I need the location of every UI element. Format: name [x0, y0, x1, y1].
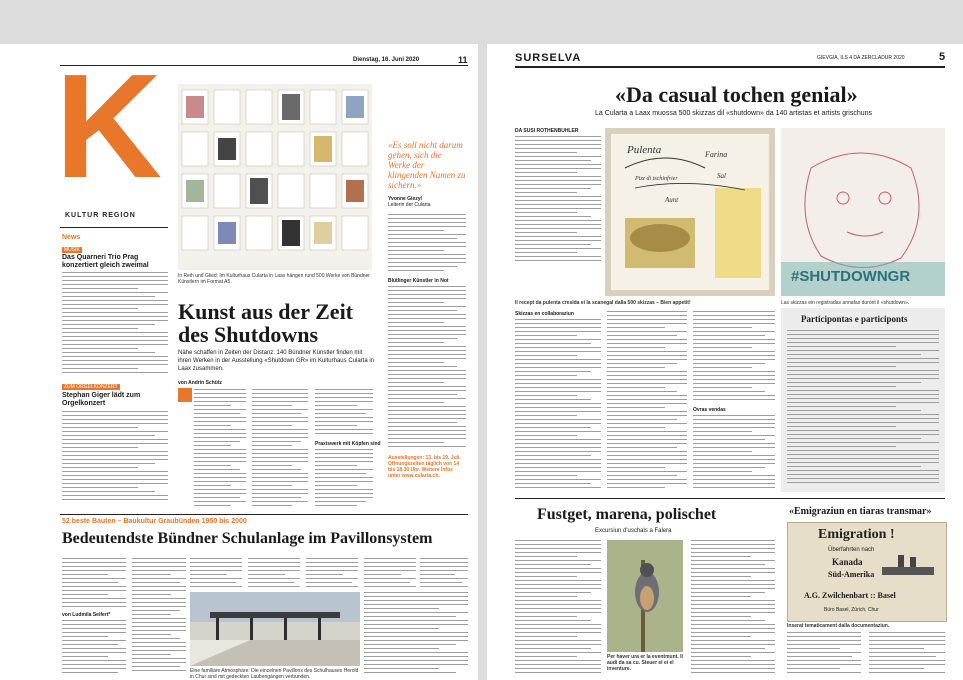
main-col-1 — [194, 389, 246, 509]
news2-title: Stephan Giger lädt zum Orgelkonzert — [62, 392, 141, 407]
quote-col-text — [388, 214, 466, 274]
right-body-1 — [515, 319, 601, 491]
right-page — [487, 44, 963, 680]
bird-photo — [607, 540, 683, 652]
main-headline: Kunst aus der Zeit des Shutdowns — [178, 299, 354, 347]
pull-quote: «Es soll nicht darum gehen, sich die Werke der klingenden Namen zu sichern.» — [388, 140, 466, 190]
left-page — [0, 44, 478, 680]
bottom-col-2 — [132, 558, 186, 676]
ship-icon — [878, 547, 938, 581]
right-page-number: 5 — [939, 51, 946, 63]
poster-caption: Inserat tematicament dalla documentaziun. — [787, 623, 890, 629]
poster-line-2: Kanada — [832, 557, 863, 567]
bottom-rule — [60, 514, 468, 515]
participants-title: Participontas e participonts — [801, 314, 908, 324]
bottom-col-6 — [364, 558, 416, 588]
drop-cap — [178, 388, 192, 402]
quote-col-text-2 — [388, 286, 466, 451]
quote-role: Leiterin der Cularta — [388, 202, 431, 208]
participants-list — [787, 330, 939, 488]
drawing-word-3: Pizz di tschinfrier — [635, 176, 678, 182]
bottom-col-3 — [190, 558, 242, 588]
poster-footer: Büro Basel, Zürich, Chur — [824, 607, 879, 613]
drawing-word-5: Aunt — [665, 196, 679, 204]
pavilion-caption: Eine familiäre Atmosphäre: Die einzelnen Pavillons des Schulhauses Herold in Chur sind mit gedeckten Laubengängen verbunden. — [190, 668, 359, 680]
story2-headline: Fustget, marena, polischet — [537, 506, 717, 523]
bottom-col-4 — [248, 558, 300, 588]
right-headline: «Da casual tochen genial» — [615, 82, 858, 107]
right-bottom-rule — [515, 498, 945, 499]
artwork-grid-svg — [178, 84, 372, 270]
news1-tag: MUSIK — [64, 247, 80, 253]
pavilion-svg — [190, 592, 360, 666]
face-caption: Las skizzas ein registradas annafas duront il «shutdown». — [781, 300, 910, 306]
story3-col-1 — [787, 632, 861, 676]
poster-line-3: Süd-Amerika — [828, 570, 875, 579]
story2-subhead: Excursiun d'uschals a Falera — [595, 528, 672, 534]
news2-tag: ZUM ORGELKONZERT — [64, 384, 118, 390]
left-page-number: 11 — [458, 55, 468, 65]
quote-author: Yvonne Giezyl — [388, 196, 422, 202]
right-sub1: Skizzas en collaboraziun — [515, 311, 574, 317]
right-body-3a — [693, 311, 775, 403]
drawing-word-1: Pulenta — [627, 144, 662, 156]
subhead-praxiswerk: Praxiswerk mit Köpfen sind — [315, 441, 381, 447]
story3-col-2 — [869, 632, 945, 676]
big-letter: K — [55, 44, 162, 209]
main-byline: von Andrin Schütz — [178, 380, 222, 386]
bird-caption: Per haver ura er la eventmunt. Il audi da sa cu. Steuer el ei el inventure. — [607, 654, 683, 672]
artwork-wall-photo — [178, 84, 372, 270]
main-col-3a — [315, 389, 373, 437]
polenta-caption: Il recept da pulenta cresida ei la scanegal dalla 500 skizzas – Bien appetit! — [515, 300, 691, 306]
news2-text — [62, 411, 168, 503]
hashtag: #SHUTDOWNGR — [791, 268, 911, 285]
story3-headline: «Emigraziun en tiaras transmar» — [789, 506, 932, 517]
participants-box — [781, 308, 945, 492]
right-lead — [515, 136, 601, 266]
news1-title: Das Quarneri Trio Prag konzertiert gleich zweimal — [62, 254, 149, 269]
face-drawing-photo — [781, 128, 945, 296]
right-byline: DA SUSI ROTHENBUHLER — [515, 128, 579, 134]
poster-company: A.G. Zwilchenbart :: Basel — [804, 591, 896, 600]
main-photo-caption: In Reih und Glied: Im Kulturhaus Cularta in Laax hängen rund 500 Werke von Bündner Künstlern im Format A5. — [178, 273, 370, 285]
right-subhead: La Cularta a Laax muossa 500 skizzas dil «shutdown» da 140 artistas et artists grischuns — [595, 110, 873, 117]
bottom-intro — [62, 558, 126, 610]
main-col-2 — [252, 389, 308, 509]
right-top-rule — [515, 66, 945, 68]
poster-title: Emigration ! — [818, 527, 895, 542]
right-date: GIEVGIA, ILS 4 DA ZERCLADUR 2020 — [817, 55, 905, 61]
poster-line-1: Überfahrten nach — [828, 547, 875, 553]
bird-svg — [607, 540, 683, 652]
bottom-kicker: 52 beste Bauten – Baukultur Graubünden 1950 bis 2000 — [62, 518, 247, 525]
main-col-3b — [315, 449, 373, 509]
section-label: KULTUR REGION — [65, 212, 136, 219]
bottom-col-1 — [62, 620, 126, 676]
left-date: Dienstag, 16. Juni 2020 — [353, 57, 420, 63]
emigration-poster — [787, 522, 947, 622]
polenta-drawing-photo — [605, 128, 775, 296]
section-rule — [60, 227, 168, 228]
right-body-3b — [693, 415, 775, 491]
info-box: Ausstellungen: 13. bis 19. Juli. Offnungszeiten täglich von 14 bis 18.30 Uhr. Weitere Infos unter www.cularta.ch. — [388, 455, 461, 479]
bottom-col-right — [364, 592, 468, 676]
main-lead: Nähe schaffen in Zeiten der Distanz: 140 Bündner Künstler finden mit ihren Werken in der Ausstellung «Shutdown GR» im Kulturhaus Cularta in Laax zusammen. — [178, 350, 374, 372]
bottom-col-5 — [306, 558, 358, 588]
story2-col-1 — [515, 540, 601, 676]
right-body-2 — [607, 311, 687, 491]
right-section: SURSELVA — [515, 52, 582, 64]
right-sub2: Ovras vendas — [693, 407, 726, 413]
story2-col-3 — [691, 540, 775, 676]
news1-text — [62, 272, 168, 377]
news-label: News — [62, 234, 81, 241]
bottom-headline: Bedeutendste Bündner Schulanlage im Pavillonsystem — [62, 530, 433, 547]
drawing-word-2: Farina — [705, 150, 728, 159]
bottom-col-7 — [420, 558, 468, 588]
pavilion-photo — [190, 592, 360, 666]
drawing-word-4: Sal — [717, 172, 726, 180]
bottom-byline: von Ludmila Seifert* — [62, 612, 111, 618]
subhead-kuenstler: Blütlinger Künstler in Not — [388, 278, 449, 284]
